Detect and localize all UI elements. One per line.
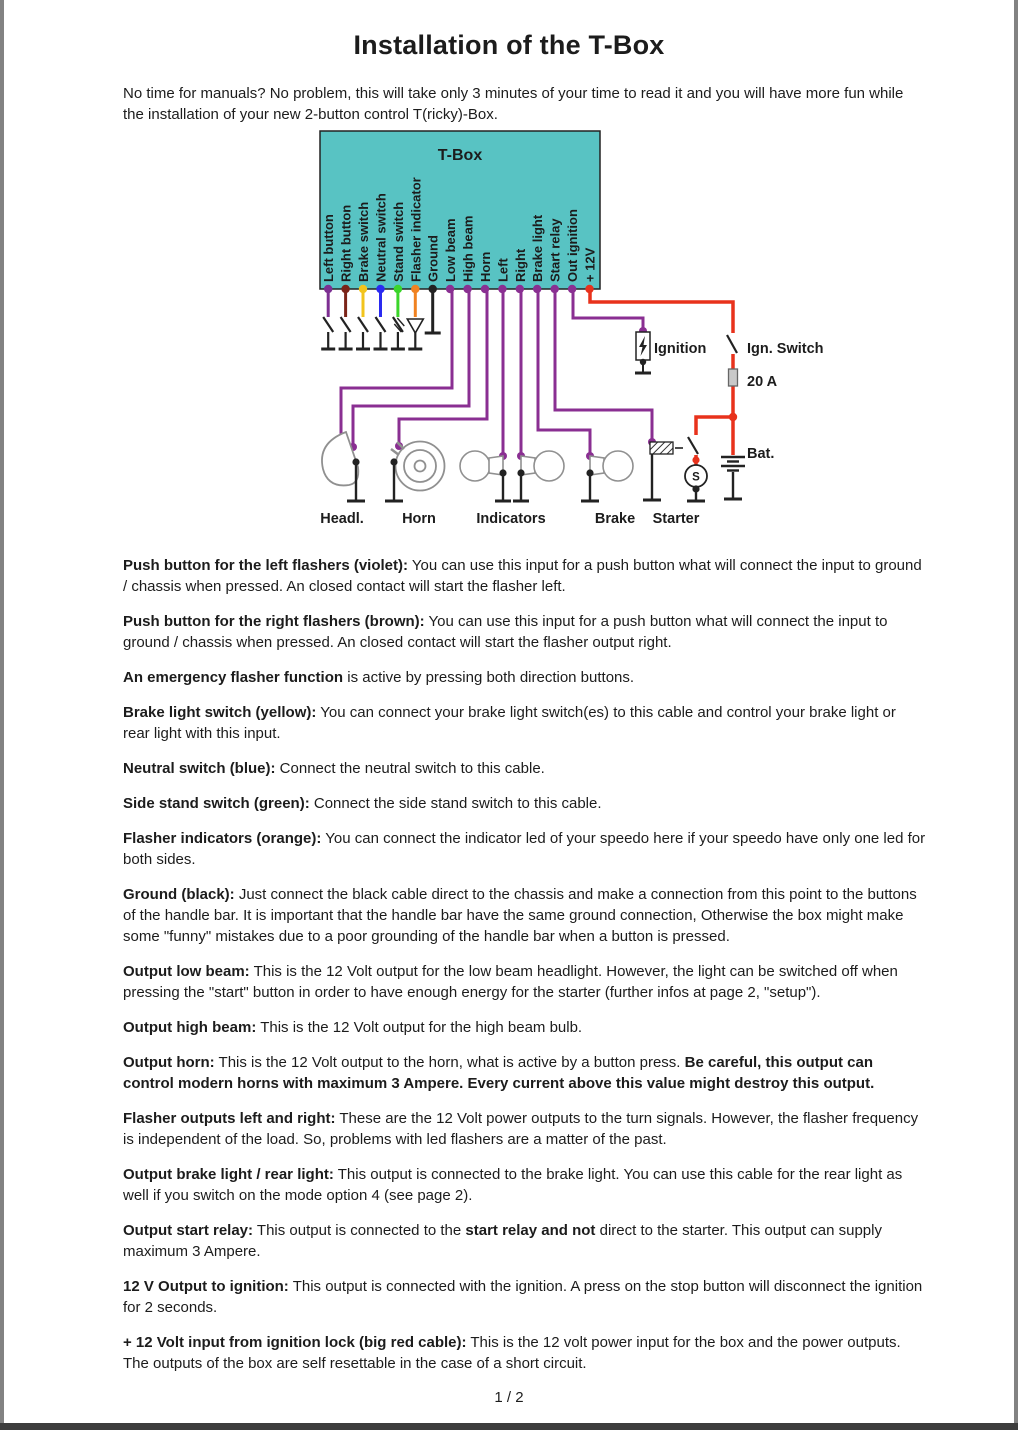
page-number: 1 / 2 [494,1389,524,1406]
pin-label: Right button [338,204,354,282]
page-edge-left [0,0,4,1430]
starter-assembly [643,437,707,501]
bulb-shape [603,451,633,481]
led-symbol [407,319,423,333]
wire-starter-branch [696,417,733,435]
paragraph: Neutral switch (blue): Connect the neutral switch to this cable. [123,760,545,777]
pin-label: Brake switch [356,201,371,282]
pin-label: Horn [478,251,493,282]
label-starter: Starter [652,511,700,527]
paragraph: Brake light switch (yellow): You can connect your brake light switch(es) to this cable and control your brake light or rear light with this input. [123,704,896,742]
paragraph: Ground (black): Just connect the black cable direct to the chassis and make a connection from this point to the buttons of the handle bar. It is important that the handle bar have the same ground connection, Otherwise the box might make some "funny" mistakes due to a poor grounding of the handle bar when a button is pressed. [123,886,917,945]
headlight-component [322,432,365,501]
pin-label: Left [495,258,511,282]
label-indicators: Indicators [476,511,546,527]
paragraph: Output start relay: This output is connected to the start relay and not direct to the starter. This output can supply maximum 3 Ampere. [123,1222,882,1260]
solenoid-letter: S [692,471,700,484]
switch-blade [688,437,698,454]
label-ignition: Ignition [654,341,707,357]
paragraph: Push button for the left flashers (violet): You can use this input for a push button what will connect the input to ground / chassis when pressed. An closed contact will start the flasher left. [123,557,922,595]
switch-blade [376,317,386,332]
bulb-shape [460,451,490,481]
relay-coil [650,442,673,454]
wire-out-ignition [573,289,643,331]
horn-component [385,442,445,502]
manual-paragraphs [123,555,926,1374]
pin-label: Flasher indicator [408,177,424,282]
battery [721,457,745,499]
wire-start-relay [555,289,652,442]
component-labels [320,341,823,527]
switch-blade [341,317,351,332]
wire-12v-in [590,289,733,333]
label-brake: Brake [594,511,636,527]
label-headlight: Headl. [320,511,364,527]
label-battery: Bat. [747,446,775,462]
page-title: Installation of the T-Box [353,30,665,60]
switch-blade [727,335,737,353]
pin-label: Stand switch [390,201,406,282]
pin-label: High beam [460,215,476,282]
pin-label: Neutral switch [373,193,389,282]
paragraph: Flasher indicators (orange): You can connect the indicator led of your speedo here if your speedo have only one led for both sides. [123,830,926,868]
paragraph: Side stand switch (green): Connect the side stand switch to this cable. [123,795,602,812]
label-ign-switch: Ign. Switch [747,341,824,357]
output-wires [341,289,652,456]
paragraph: Output low beam: This is the 12 Volt output for the low beam headlight. However, the light can be switched off when pressing the "start" button in order to have enough energy for the starter (further infos at page 2, "setup"). [123,963,898,1001]
intro-paragraph: No time for manuals? No problem, this will take only 3 minutes of your time to read it and you will have more fun while the installation of your new 2-button control T(ricky)-Box. [123,85,904,123]
page-edge-right [1014,0,1018,1430]
fuse-symbol [729,369,738,386]
output-wire-dots [337,327,656,460]
switch-blade [358,317,368,332]
switch-blade [323,317,333,332]
bulb-shape [534,451,564,481]
junction-dot [729,413,737,421]
label-horn: Horn [402,511,436,527]
paragraph: Output horn: This is the 12 Volt output to the horn, what is active by a button press. Be careful, this output can control modern horns with maximum 3 Ampere. Every current above this value might destroy this output. [123,1054,875,1092]
wire-horn [399,289,487,446]
pin-label: Left button [321,214,337,282]
paragraph: Output brake light / rear light: This output is connected to the brake light. You can use this cable for the rear light as well if you switch on the mode option 4 (see page 2). [123,1166,903,1204]
indicator-components [460,451,564,501]
tbox-title: T-Box [437,147,483,164]
pin-label: Brake light [530,214,546,282]
pin-label: + 12V [582,247,598,282]
paragraph: Output high beam: This is the 12 Volt output for the high beam bulb. [123,1019,583,1036]
pin-label: Out ignition [565,209,581,282]
pin-label: Right [512,248,528,282]
label-fuse: 20 A [747,374,778,390]
wire-brake-light [538,289,590,456]
wiring-diagram [0,129,1018,545]
paragraph: Flasher outputs left and right: These are the 12 Volt power outputs to the turn signals. However, the flasher frequency is independent of the load. So, problems with led flashers are a matter of the past. [123,1110,919,1148]
power-wire [590,289,733,466]
pin-label: Start relay [547,218,563,282]
pin-label: Low beam [443,218,459,282]
paragraph: 12 V Output to ignition: This output is connected with the ignition. A press on the stop button will disconnect the ignition for 2 seconds. [123,1278,923,1316]
paragraph: + 12 Volt input from ignition lock (big red cable): This is the 12 volt power input for the box and the power outputs. The outputs of the box are self resettable in the case of a short circuit. [123,1334,901,1372]
page-edge-bottom [0,1423,1018,1430]
ignition-component [635,332,651,373]
pin-label: Ground [425,235,441,282]
paragraph: Push button for the right flashers (brown): You can use this input for a push button what will connect the input to ground / chassis when pressed. An closed contact will start the flasher output right. [123,613,888,651]
wiring-diagram-svg [0,129,1018,545]
paragraph: An emergency flasher function is active by pressing both direction buttons. [123,669,635,686]
